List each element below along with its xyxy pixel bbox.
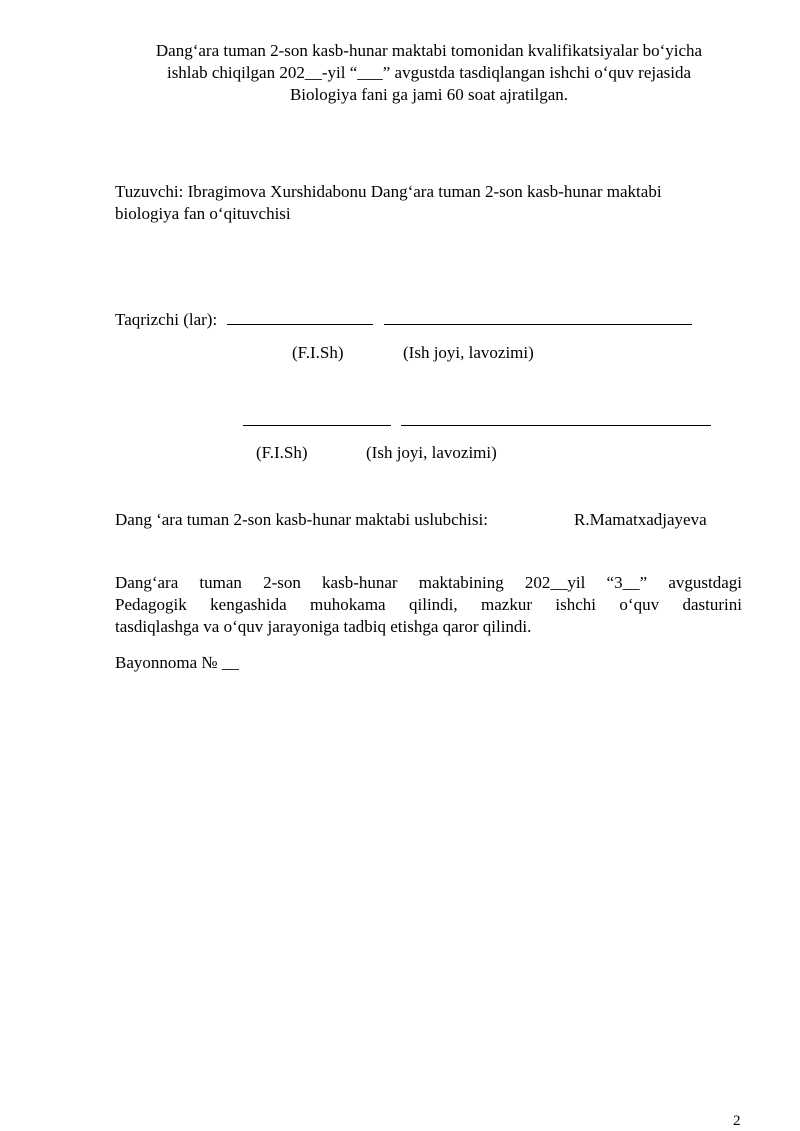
reviewer-2-work-caption: (Ish joyi, lavozimi) [366, 443, 497, 462]
author-line-2: biologiya fan o‘qituvchisi [115, 204, 291, 223]
author-block [115, 181, 740, 225]
page-number: 2 [733, 1113, 741, 1129]
reviewer-2-fio-caption: (F.I.Sh) [256, 443, 308, 462]
council-line-3: tasdiqlashga va o‘quv jarayoniga tadbiq etishga qaror qilindi. [115, 617, 532, 636]
author-line-1: Tuzuvchi: Ibragimova Xurshidabonu Dang‘ara tuman 2-son kasb-hunar maktabi [115, 182, 662, 201]
council-line-2: Pedagogik kengashida muhokama qilindi, mazkur ishchi o‘quv dasturini [115, 595, 742, 614]
header-line-1: Dang‘ara tuman 2-son kasb-hunar maktabi tomonidan kvalifikatsiyalar bo‘yicha [155, 41, 703, 60]
reviewer-1-fio-caption: (F.I.Sh) [292, 343, 344, 362]
council-line-1: Dang‘ara tuman 2-son kasb-hunar maktabining 202__yil “3__” avgustdagi [115, 573, 742, 592]
reviewer-1-row [115, 308, 692, 331]
document-header [118, 40, 740, 106]
reviewer-2-name-line [243, 409, 391, 426]
methodist-name: R.Mamatxadjayeva [574, 510, 707, 529]
reviewer-label: Taqrizchi (lar): [115, 310, 218, 329]
header-line-3: Biologiya fani ga jami 60 soat ajratilgan. [289, 85, 569, 104]
reviewer-1-name-line [227, 308, 373, 325]
reviewer-1-work-caption: (Ish joyi, lavozimi) [403, 343, 534, 362]
reviewer-2-row [243, 409, 711, 432]
methodist-label: Dang ‘ara tuman 2-son kasb-hunar maktabi uslubchisi: [115, 510, 488, 529]
reviewer-1-work-line [384, 308, 692, 325]
protocol-number: Bayonnoma № __ [115, 653, 239, 672]
council-decision [115, 572, 742, 638]
reviewer-2-work-line [401, 409, 711, 426]
header-line-2: ishlab chiqilgan 202__-yil “___” avgustda tasdiqlangan ishchi o‘quv rejasida [166, 63, 692, 82]
